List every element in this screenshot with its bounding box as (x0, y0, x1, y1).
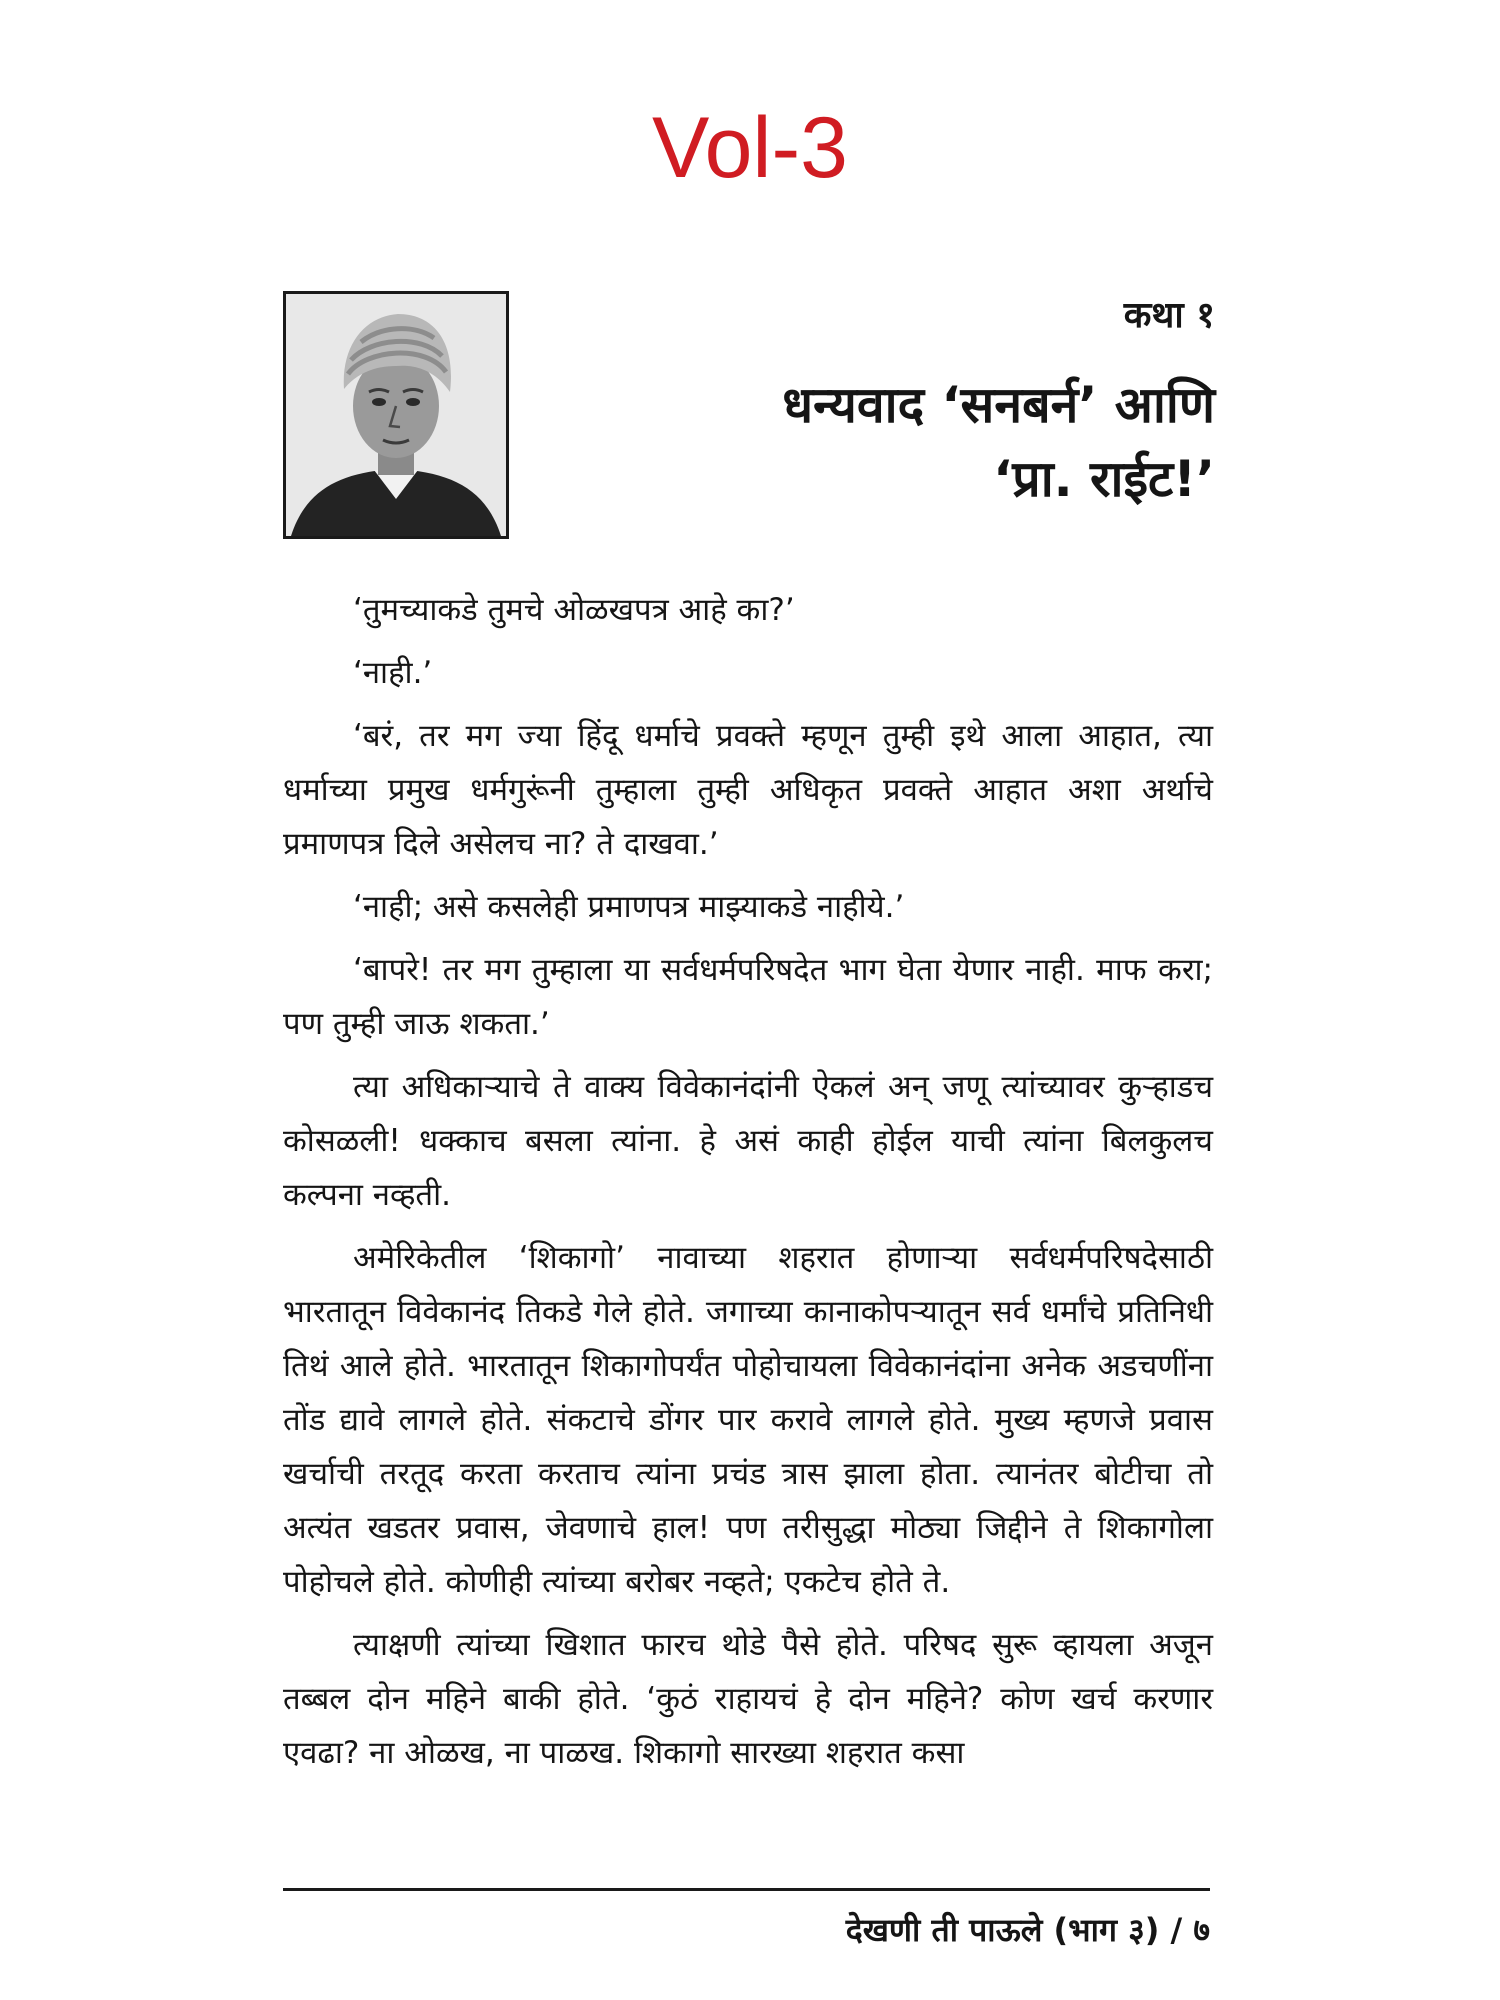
portrait-illustration (286, 294, 506, 536)
footer-divider (283, 1888, 1210, 1891)
paragraph-8: त्याक्षणी त्यांच्या खिशात फारच थोडे पैसे होते. परिषद सुरू व्हायला अजून तब्बल दोन महिने बाकी होते. ‘कुठं राहायचं हे दोन महिने? कोण खर्च करणार एवढा? ना ओळख, ना पाळख. शिकागो सारख्या शहरात कसा (283, 1627, 1213, 1771)
story-body (283, 583, 1213, 1789)
volume-title: Vol-3 (651, 100, 849, 196)
paragraph-4: ‘नाही; असे कसलेही प्रमाणपत्र माझ्याकडे नाहीये.’ (353, 889, 905, 925)
paragraph-2: ‘नाही.’ (353, 655, 433, 691)
chapter-title (655, 368, 1215, 516)
paragraph-6: त्या अधिकाऱ्याचे ते वाक्य विवेकानंदांनी ऐकलं अन् जणू त्यांच्यावर कुऱ्हाडच कोसळली! धक्काच बसला त्यांना. हे असं काही होईल याची त्यांना बिलकुलच कल्पना नव्हती. (283, 1069, 1213, 1213)
page-footer: देखणी ती पाऊले (भाग ३) / ७ (845, 1911, 1210, 1949)
portrait-image (283, 291, 509, 539)
paragraph-5: ‘बापरे! तर मग तुम्हाला या सर्वधर्मपरिषदेत भाग घेता येणार नाही. माफ करा; पण तुम्ही जाऊ शकता.’ (283, 952, 1213, 1042)
paragraph-1: ‘तुमच्याकडे तुमचे ओळखपत्र आहे का?’ (353, 592, 795, 628)
paragraph-3: ‘बरं, तर मग ज्या हिंदू धर्माचे प्रवक्ते म्हणून तुम्ही इथे आला आहात, त्या धर्माच्या प्रमुख धर्मगुरूंनी तुम्हाला तुम्ही अधिकृत प्रवक्ते आहात अशा अर्थाचे प्रमाणपत्र दिले असेलच ना? ते दाखवा.’ (283, 718, 1213, 862)
paragraph-7: अमेरिकेतील ‘शिकागो’ नावाच्या शहरात होणाऱ्या सर्वधर्मपरिषदेसाठी भारतातून विवेकानंद तिकडे गेले होते. जगाच्या कानाकोपऱ्यातून सर्व धर्मांचे प्रतिनिधी तिथं आले होते. भारतातून शिकागोपर्यंत पोहोचायला विवेकानंदांना अनेक अडचणींना तोंड द्यावे लागले होते. संकटाचे डोंगर पार करावे लागले होते. मुख्य म्हणजे प्रवास खर्चाची तरतूद करता करताच त्यांना प्रचंड त्रास झाला होता. त्यानंतर बोटीचा तो अत्यंत खडतर प्रवास, जेवणाचे हाल! पण तरीसुद्धा मोठ्या जिद्दीने ते शिकागोला पोहोचले होते. कोणीही त्यांच्या बरोबर नव्हते; एकटेच होते ते. (283, 1240, 1213, 1600)
chapter-title-line-2: ‘प्रा. राईट!’ (993, 450, 1215, 508)
chapter-number: कथा १ (1123, 295, 1215, 336)
chapter-title-line-1: धन्यवाद ‘सनबर्न’ आणि (782, 376, 1215, 434)
